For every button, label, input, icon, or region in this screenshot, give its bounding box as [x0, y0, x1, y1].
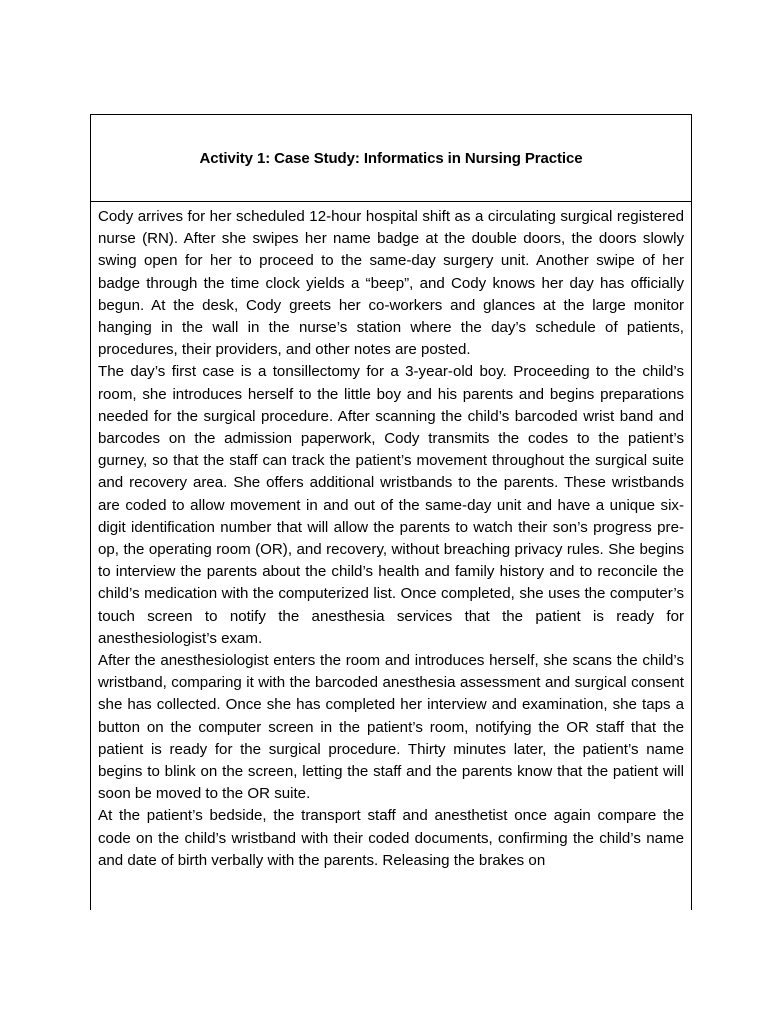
paragraph-arrival: Cody arrives for her scheduled 12-hour hospital shift as a circulating surgical registered nurse (RN). After she swipes her name badge at the double doors, the doors slowly swing open for her to proceed to the same-day surgery unit. Another swipe of her badge through the time clock yields a “beep”, and Cody knows her day has officially begun. At the desk, Cody greets her co-workers and glances at the large monitor hanging in the wall in the nurse’s station where the day’s schedule of patients, procedures, their providers, and other notes are posted.: [98, 208, 684, 359]
document-title: Activity 1: Case Study: Informatics in Nursing Practice: [199, 149, 583, 167]
paragraph-first-case: The day’s first case is a tonsillectomy for a 3-year-old boy. Proceeding to the child’s room, she introduces herself to the little boy and his parents and begins preparations needed for the surgical procedure. After scanning the child’s barcoded wrist band and barcodes on the admission paperwork, Cody transmits the codes to the patient’s gurney, so that the staff can track the patient’s movement throughout the surgical suite and recovery area. She offers additional wristbands to the parents. These wristbands are coded to allow movement in and out of the same-day unit and have a unique six-digit identification number that will allow the parents to watch their son’s progress pre-op, the operating room (OR), and recovery, without breaching privacy rules. She begins to interview the parents about the child’s health and family history and to reconcile the child’s medication with the computerized list. Once completed, she uses the computer’s touch screen to notify the anesthesia services that the patient is ready for anesthesiologist’s exam.: [98, 363, 684, 647]
case-study-body: [91, 202, 691, 910]
title-cell: [91, 115, 691, 202]
case-study-table: [90, 114, 692, 910]
paragraph-anesthesiologist: After the anesthesiologist enters the room and introduces herself, she scans the child’s wristband, comparing it with the barcoded anesthesia assessment and surgical consent she has collected. Once she has completed her interview and examination, she taps a button on the computer screen in the patient’s room, notifying the OR staff that the patient is ready for the surgical procedure. Thirty minutes later, the patient’s name begins to blink on the screen, letting the staff and the parents know that the patient will soon be moved to the OR suite.: [98, 652, 684, 803]
paragraph-bedside: At the patient’s bedside, the transport staff and anesthetist once again compare the code on the child’s wristband with their coded documents, confirming the child’s name and date of birth verbally with the parents. Releasing the brakes on: [98, 807, 684, 869]
